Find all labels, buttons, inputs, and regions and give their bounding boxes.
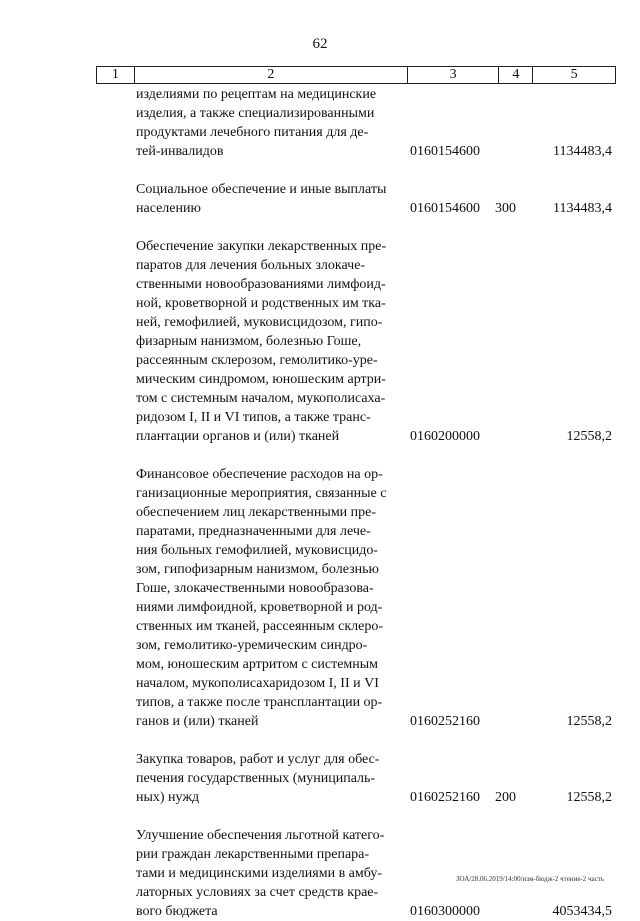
- description-line: обеспечением лиц лекарственными пре-: [136, 505, 377, 520]
- description-line: плантации органов и (или) тканей: [136, 429, 340, 444]
- description-line: продуктами лечебного питания для де-: [136, 125, 369, 140]
- description-line: рассеянным склерозом, гемолитико-уре-: [136, 353, 378, 368]
- description-line: латорных условиях за счет средств крае-: [136, 885, 379, 900]
- amount: 12558,2: [566, 790, 612, 805]
- description-line: мическим синдромом, юношеским артри-: [136, 372, 386, 387]
- description-line: Закупка товаров, работ и услуг для обес-: [136, 752, 380, 767]
- table-row: [0, 237, 640, 446]
- description-line: населению: [136, 201, 201, 216]
- row-description: [136, 180, 404, 218]
- row-description: [136, 465, 404, 731]
- description-line: ниями лимфоидной, кроветворной и род-: [136, 600, 383, 615]
- description-line: изделиями по рецептам на медицинские: [136, 87, 377, 102]
- amount: 12558,2: [566, 714, 612, 729]
- amount: 4053434,5: [552, 904, 612, 919]
- description-line: паратами, предназначенными для лече-: [136, 524, 371, 539]
- description-line: вого бюджета: [136, 904, 218, 919]
- table-row: [0, 180, 640, 218]
- amount: 1134483,4: [553, 201, 612, 216]
- expense-type: 200: [495, 790, 516, 805]
- target-code: 0160154600: [410, 201, 480, 216]
- row-description: [136, 750, 404, 807]
- description-line: мом, юношеским артритом с системным: [136, 657, 379, 672]
- header-col-3: 3: [408, 67, 500, 83]
- description-line: физарным нанизмом, болезнью Гоше,: [136, 334, 362, 349]
- description-line: ганизационные мероприятия, связанные с: [136, 486, 387, 501]
- table-header: [96, 66, 616, 84]
- description-line: ной, кроветворной и родственных им тка-: [136, 296, 386, 311]
- description-line: Гоше, злокачественными новообразова-: [136, 581, 374, 596]
- table-row: [0, 750, 640, 807]
- target-code: 0160252160: [410, 790, 480, 805]
- description-line: ней, гемофилией, муковисцидозом, гипо-: [136, 315, 383, 330]
- description-line: изделия, а также специализированными: [136, 106, 375, 121]
- document-footer: ЗОА/28.06.2019/14:00/изм-бюдж-2 чтение-2 часть: [456, 875, 604, 883]
- header-col-1: 1: [97, 67, 135, 83]
- description-line: паратов для лечения больных злокаче-: [136, 258, 366, 273]
- header-col-5: 5: [570, 67, 578, 82]
- row-description: [136, 85, 404, 161]
- expense-type: 300: [495, 201, 516, 216]
- header-col-2: 2: [135, 67, 408, 83]
- target-code: 0160200000: [410, 429, 480, 444]
- amount: 12558,2: [566, 429, 612, 444]
- amount: 1134483,4: [553, 144, 612, 159]
- description-line: Финансовое обеспечение расходов на ор-: [136, 467, 383, 482]
- row-description: [136, 237, 404, 446]
- description-line: ганов и (или) тканей: [136, 714, 259, 729]
- table-body: [0, 85, 640, 921]
- description-line: Обеспечение закупки лекарственных пре-: [136, 239, 387, 254]
- target-code: 0160300000: [410, 904, 480, 919]
- description-line: рии граждан лекарственными препара-: [136, 847, 370, 862]
- header-col-4: 4: [499, 67, 533, 83]
- description-line: тей-инвалидов: [136, 144, 224, 159]
- description-line: Улучшение обеспечения льготной катего-: [136, 828, 385, 843]
- description-line: том с системным началом, мукополисаха-: [136, 391, 386, 406]
- description-line: зом, гемолитико-уремическим синдро-: [136, 638, 368, 653]
- description-line: ния больных гемофилией, муковисцидо-: [136, 543, 379, 558]
- description-line: зом, гипофизарным нанизмом, болезнью: [136, 562, 379, 577]
- description-line: ственными новообразованиями лимфоид-: [136, 277, 386, 292]
- row-description: [136, 826, 404, 921]
- description-line: Социальное обеспечение и иные выплаты: [136, 182, 387, 197]
- table-row: [0, 465, 640, 731]
- page-number: 62: [312, 36, 328, 52]
- target-code: 0160154600: [410, 144, 480, 159]
- description-line: печения государственных (муниципаль-: [136, 771, 376, 786]
- description-line: ридозом I, II и VI типов, а также транс-: [136, 410, 371, 425]
- table-row: [0, 826, 640, 921]
- description-line: тами и медицинскими изделиями в амбу-: [136, 866, 382, 881]
- target-code: 0160252160: [410, 714, 480, 729]
- description-line: ных) нужд: [136, 790, 200, 805]
- description-line: типов, а также после трансплантации ор-: [136, 695, 383, 710]
- description-line: началом, мукополисахаридозом I, II и VI: [136, 676, 379, 691]
- table-row: [0, 85, 640, 161]
- description-line: ственных им тканей, рассеянным склеро-: [136, 619, 384, 634]
